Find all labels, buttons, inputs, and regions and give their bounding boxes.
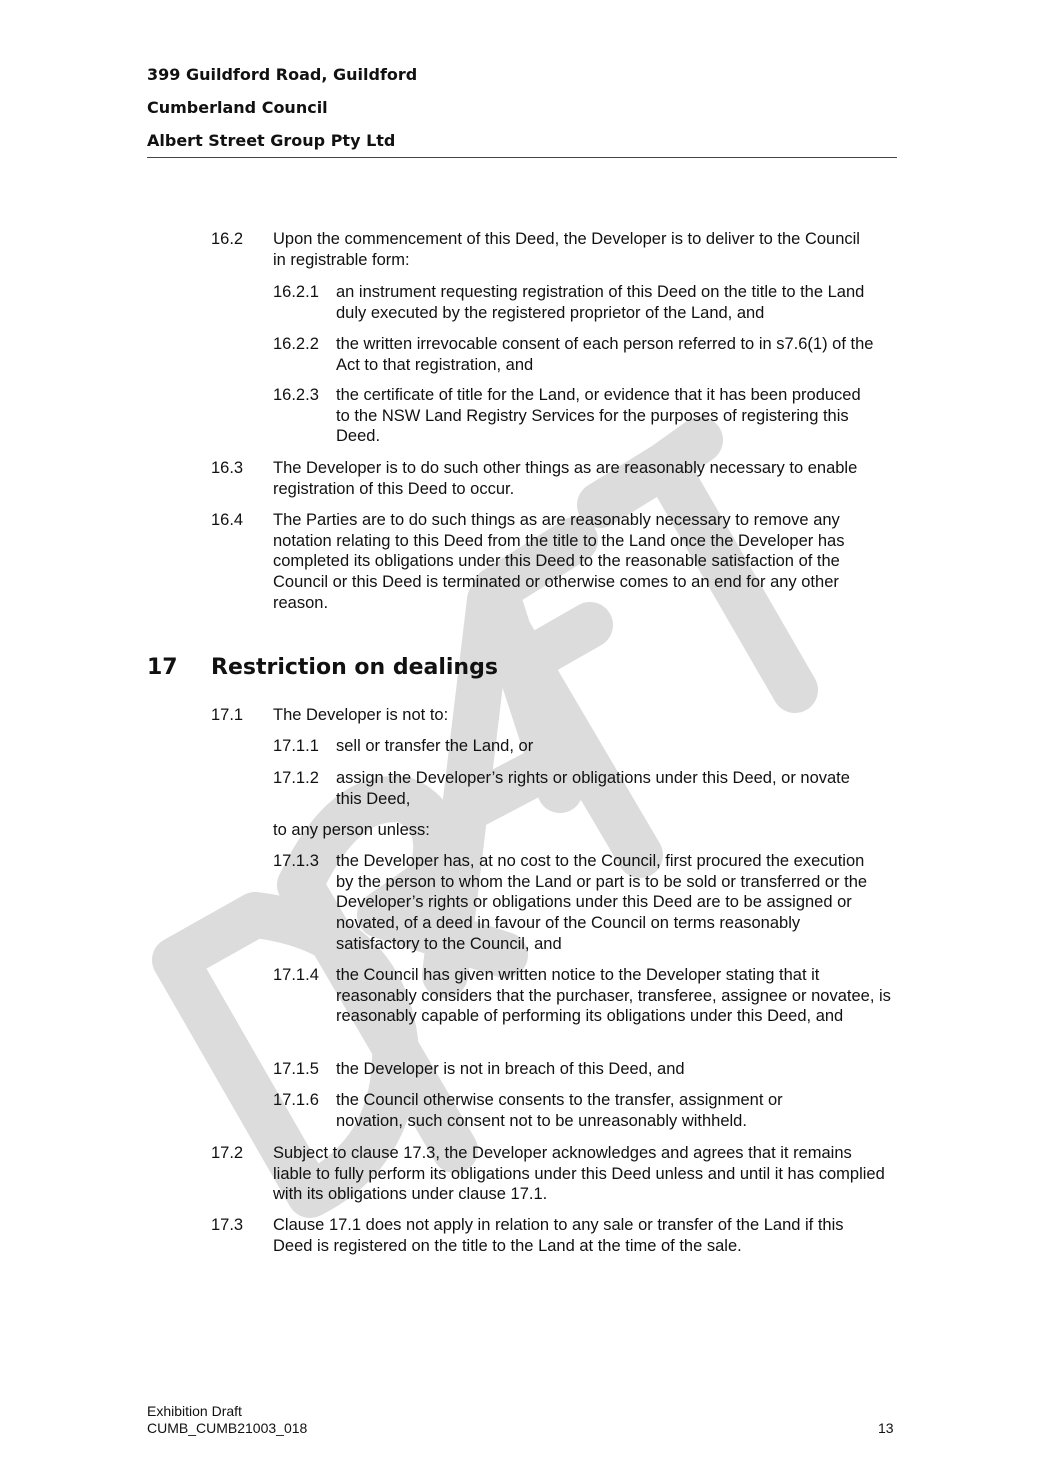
subclause-text: assign the Developer’s rights or obligations under this Deed, or novate this Deed, <box>336 769 850 808</box>
clause-text: Clause 17.1 does not apply in relation to any sale or transfer of the Land if this Deed is registered on the title to the Land at the time of the sale. <box>273 1216 844 1255</box>
header-address: 399 Guildford Road, Guildford <box>147 65 418 84</box>
subclause-text: the Council has given written notice to the Developer stating that it reasonably considers that the purchaser, transferee, assignee or novatee, is reasonably capable of performing its obligations under this Deed, and <box>336 966 891 1026</box>
footer-status: Exhibition Draft <box>147 1403 242 1419</box>
footer-reference: CUMB_CUMB21003_018 <box>147 1420 308 1436</box>
clause-text: The Developer is not to: <box>273 706 449 724</box>
clause-number: 17.3 <box>211 1216 244 1234</box>
header-divider <box>147 157 897 158</box>
page-number: 13 <box>878 1420 894 1436</box>
section-number: 17 <box>147 655 178 680</box>
subclause-text: sell or transfer the Land, or <box>336 737 534 755</box>
subclause-number: 16.2.1 <box>273 283 319 301</box>
clause-text: The Parties are to do such things as are reasonably necessary to remove any notation relating to this Deed from the title to the Land once the Developer has completed its obligations under this Deed to the reasonable satisfaction of the Council or this Deed is terminated or otherwise comes to an end for any other reason. <box>273 511 845 612</box>
subclause-number: 16.2.2 <box>273 335 319 353</box>
subclause-text: the certificate of title for the Land, or evidence that it has been produced to the NSW Land Registry Services for the purposes of registering this Deed. <box>336 386 861 446</box>
clause-number: 16.4 <box>211 511 244 529</box>
subclause-text: the Developer is not in breach of this Deed, and <box>336 1060 685 1078</box>
subclause-number: 17.1.2 <box>273 769 319 787</box>
header-council: Cumberland Council <box>147 98 328 117</box>
subclause-text: the written irrevocable consent of each person referred to in s7.6(1) of the Act to that registration, and <box>336 335 874 374</box>
clause-number: 16.3 <box>211 459 244 477</box>
clause-number: 17.2 <box>211 1144 244 1162</box>
subclause-number: 17.1.4 <box>273 966 319 984</box>
subclause-number: 17.1.6 <box>273 1091 319 1109</box>
clause-text: Upon the commencement of this Deed, the Developer is to deliver to the Council in registrable form: <box>273 230 860 269</box>
clause-continuation: to any person unless: <box>273 821 430 839</box>
document-header <box>147 58 897 158</box>
subclause-text: the Council otherwise consents to the transfer, assignment or novation, such consent not to be unreasonably withheld. <box>336 1091 783 1130</box>
clause-number: 17.1 <box>211 706 244 724</box>
document-footer <box>147 1403 307 1437</box>
clause-text: Subject to clause 17.3, the Developer acknowledges and agrees that it remains liable to fully perform its obligations under this Deed unless and until it has complied with its obligations under clause 17.1. <box>273 1144 885 1204</box>
subclause-number: 17.1.3 <box>273 852 319 870</box>
section-heading: Restriction on dealings <box>211 655 498 680</box>
clause-number: 16.2 <box>211 230 244 248</box>
header-company: Albert Street Group Pty Ltd <box>147 131 396 150</box>
subclause-number: 17.1.5 <box>273 1060 319 1078</box>
subclause-number: 17.1.1 <box>273 737 319 755</box>
subclause-number: 16.2.3 <box>273 386 319 404</box>
subclause-text: the Developer has, at no cost to the Council, first procured the execution by the person to whom the Land or part is to be sold or transferred or the Developer’s rights or obligations under this Deed are to be assigned or novated, of a deed in favour of the Council on terms reasonably satisfactory to the Council, and <box>336 852 868 953</box>
subclause-text: an instrument requesting registration of this Deed on the title to the Land duly executed by the registered proprietor of the Land, and <box>336 283 865 322</box>
clause-text: The Developer is to do such other things as are reasonably necessary to enable registration of this Deed to occur. <box>273 459 858 498</box>
